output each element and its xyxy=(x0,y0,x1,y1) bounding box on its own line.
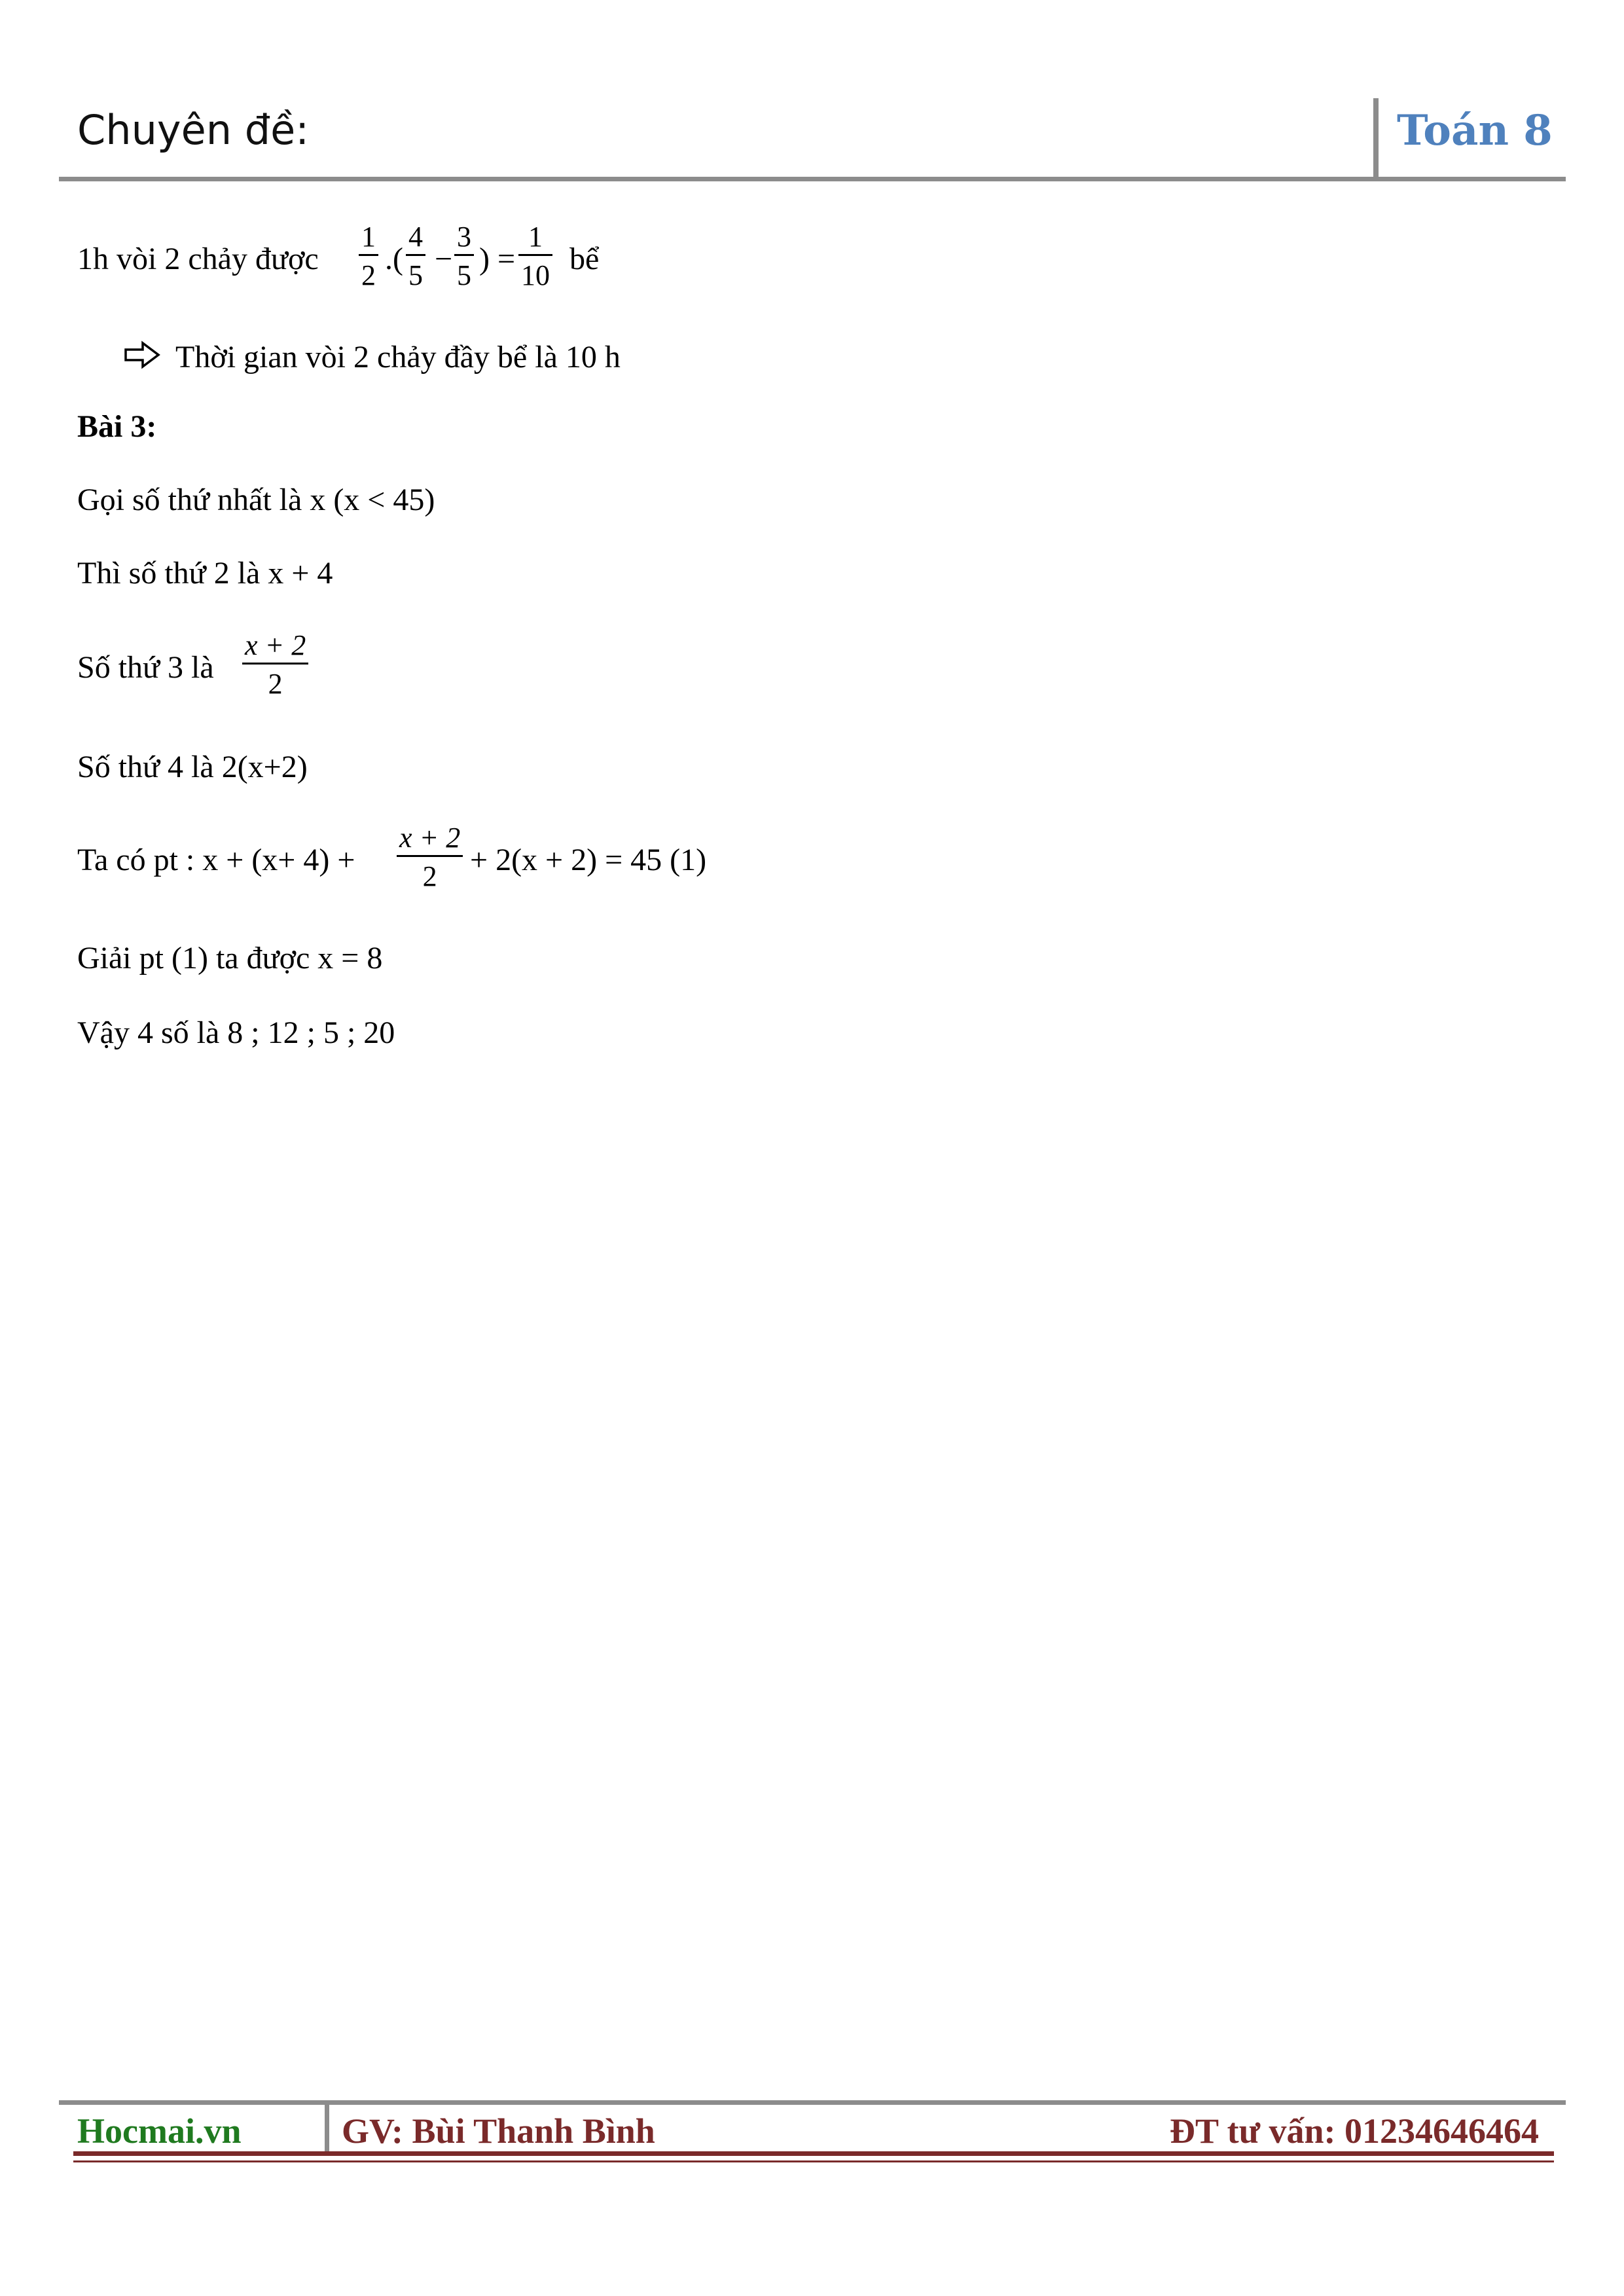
fraction-denominator: 2 xyxy=(268,668,283,700)
fraction-numerator: x + 2 xyxy=(399,822,461,854)
line-4-text: Thì số thứ 2 là x + 4 xyxy=(77,556,333,591)
line-6-text: Số thứ 4 là 2(x+2) xyxy=(77,750,308,784)
fraction-1-10 xyxy=(518,223,552,290)
footer-phone: ĐT tư vấn: 01234646464 xyxy=(1170,2111,1539,2151)
line-8-text: Giải pt (1) ta được x = 8 xyxy=(77,941,383,975)
footer-divider xyxy=(325,2103,329,2154)
fraction-x-plus-2-over-2 xyxy=(397,824,463,891)
fraction-denominator: 5 xyxy=(408,259,423,291)
fraction-numerator: 4 xyxy=(408,221,423,253)
minus-sign: − xyxy=(435,242,453,276)
footer-teacher: GV: Bùi Thanh Bình xyxy=(342,2111,655,2151)
fraction-numerator: 3 xyxy=(457,221,471,253)
fraction-4-5 xyxy=(406,223,425,290)
footer-top-rule xyxy=(59,2100,1566,2105)
fraction-numerator: 1 xyxy=(361,221,376,253)
line-2-text: Thời gian vòi 2 chảy đầy bể là 10 h xyxy=(175,340,621,374)
line-1-suffix: bể xyxy=(569,242,600,276)
line-7-prefix: Ta có pt : x + (x+ 4) + xyxy=(77,843,355,877)
fraction-3-5 xyxy=(454,223,474,290)
fraction-denominator: 2 xyxy=(361,259,376,291)
fraction-numerator: x + 2 xyxy=(245,629,306,661)
fraction-numerator: 1 xyxy=(528,221,543,253)
header-rule xyxy=(59,177,1566,181)
line-5-prefix: Số thứ 3 là xyxy=(77,650,214,685)
fraction-denominator: 10 xyxy=(521,259,550,291)
exercise-heading: Bài 3: xyxy=(77,409,157,444)
header-divider xyxy=(1373,98,1379,178)
line-7-suffix: + 2(x + 2) = 45 (1) xyxy=(470,843,707,877)
subject-title: Toán 8 xyxy=(1397,106,1553,155)
line-1-prefix: 1h vòi 2 chảy được xyxy=(77,242,319,276)
line-3-text: Gọi số thứ nhất là x (x < 45) xyxy=(77,483,435,517)
fraction-x-plus-2-over-2 xyxy=(242,631,308,699)
footer-site: Hocmai.vn xyxy=(77,2111,242,2151)
arrow-right-icon xyxy=(123,340,161,369)
footer-bottom-rule xyxy=(73,2151,1554,2156)
line-9-text: Vậy 4 số là 8 ; 12 ; 5 ; 20 xyxy=(77,1015,395,1050)
fraction-denominator: 2 xyxy=(422,860,437,892)
footer-bottom-rule-thin xyxy=(73,2160,1554,2162)
topic-label: Chuyên đề: xyxy=(77,106,310,154)
fraction-1-2 xyxy=(359,223,378,290)
dot-open-paren: .( xyxy=(385,242,403,276)
fraction-denominator: 5 xyxy=(457,259,471,291)
close-paren-equals: ) = xyxy=(479,242,516,276)
